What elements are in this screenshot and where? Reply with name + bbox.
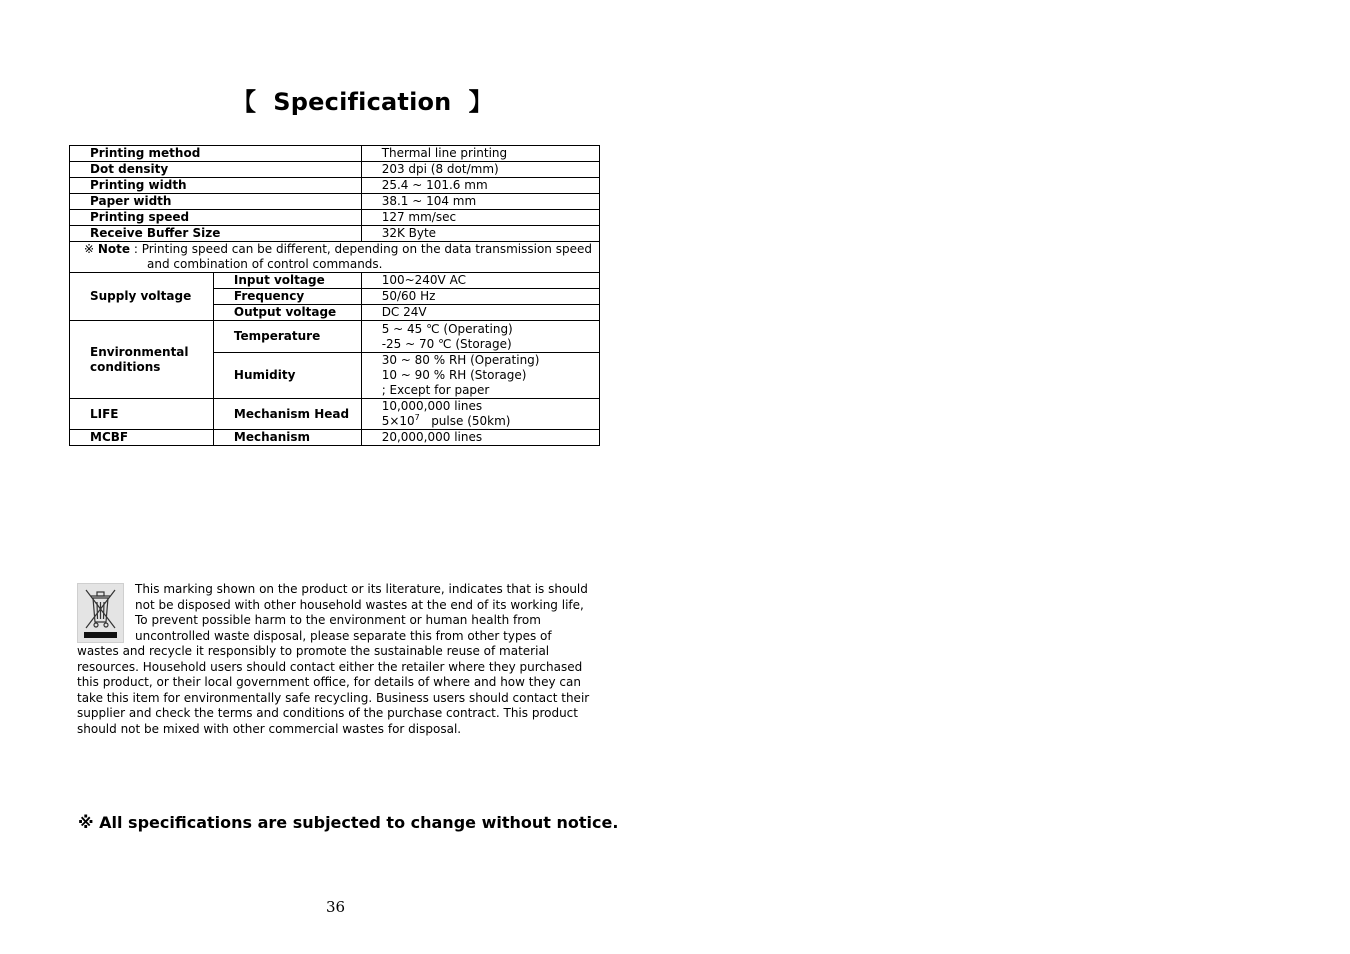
value-line: 30 ~ 80 % RH (Operating) (381, 353, 540, 367)
spec-sublabel: Input voltage (213, 273, 361, 289)
spec-sublabel: Mechanism Head (213, 399, 361, 430)
spec-label: Receive Buffer Size (70, 226, 362, 242)
weee-notice-text: This marking shown on the product or its literature, indicates that is should not be disposed with other household wastes at the end of its working life, To prevent possible harm to the environment or human health from uncontrolled waste disposal, please separate this from other types of wastes and recycle it responsibly to promote the sustainable reuse of material resources. Household users should contact either the retailer where they purchased this product, or their local government office, for details of where and how they can take this item for environmentally safe recycling. Business users should contact their supplier and check the terms and conditions of the purchase contract. This product should not be mixed with other commercial wastes for disposal. (77, 582, 590, 736)
table-row (70, 210, 600, 226)
note-text: : Printing speed can be different, depending on the data transmission speed (130, 242, 592, 256)
table-row (70, 226, 600, 242)
value-line: ; Except for paper (381, 383, 490, 397)
value-line (382, 414, 599, 429)
note-marker: ※ (84, 242, 98, 256)
note-label: Note (97, 242, 131, 256)
spec-value (361, 399, 599, 430)
value-line: -25 ~ 70 ℃ (Storage) (381, 336, 512, 351)
spec-value: 38.1 ~ 104 mm (361, 194, 599, 210)
spec-value: 127 mm/sec (361, 210, 599, 226)
table-row (70, 321, 600, 353)
page-number: 36 (326, 898, 346, 916)
spec-label: Printing method (70, 146, 362, 162)
environmental-label (70, 321, 214, 399)
spec-value: 50/60 Hz (361, 289, 599, 305)
spec-table (69, 145, 600, 446)
spec-value (361, 353, 599, 399)
supply-voltage-label: Supply voltage (70, 273, 214, 321)
table-row (70, 162, 600, 178)
spec-sublabel: Mechanism (213, 430, 361, 446)
spec-label: LIFE (70, 399, 214, 430)
spec-label: Dot density (70, 162, 362, 178)
spec-label: Printing speed (70, 210, 362, 226)
note-text-continued: and combination of control commands. (147, 257, 383, 271)
table-row (70, 194, 600, 210)
spec-value: Thermal line printing (361, 146, 599, 162)
spec-label: MCBF (70, 430, 214, 446)
spec-value: 32K Byte (361, 226, 599, 242)
spec-sublabel: Frequency (213, 289, 361, 305)
spec-value: 100~240V AC (361, 273, 599, 289)
value-suffix: pulse (50km) (419, 414, 511, 428)
spec-sublabel: Temperature (213, 321, 361, 353)
value-line: 10,000,000 lines (381, 399, 483, 413)
spec-value (361, 321, 599, 353)
table-row (70, 146, 600, 162)
spec-sublabel: Humidity (213, 353, 361, 399)
crossed-out-bin-icon (77, 583, 124, 643)
table-row (70, 399, 600, 430)
spec-label: Printing width (70, 178, 362, 194)
table-row (70, 430, 600, 446)
note-row (70, 242, 600, 273)
weee-notice (77, 582, 597, 737)
table-row (70, 273, 600, 289)
value-prefix: 5×10 (381, 414, 415, 428)
spec-value: 203 dpi (8 dot/mm) (361, 162, 599, 178)
environmental-label-text: Environmental conditions (90, 344, 189, 374)
table-row (70, 178, 600, 194)
spec-value: DC 24V (361, 305, 599, 321)
spec-value: 25.4 ~ 101.6 mm (361, 178, 599, 194)
value-line: 5 ~ 45 ℃ (Operating) (381, 321, 513, 336)
note-cell (70, 242, 600, 273)
page-title: 【 Specification 】 (232, 88, 493, 116)
footer-note: ※ All specifications are subjected to change without notice. (78, 813, 619, 832)
value-exponent: 7 (414, 413, 420, 422)
value-line: 10 ~ 90 % RH (Storage) (381, 368, 527, 382)
spec-sublabel: Output voltage (213, 305, 361, 321)
spec-label: Paper width (70, 194, 362, 210)
spec-value: 20,000,000 lines (361, 430, 599, 446)
